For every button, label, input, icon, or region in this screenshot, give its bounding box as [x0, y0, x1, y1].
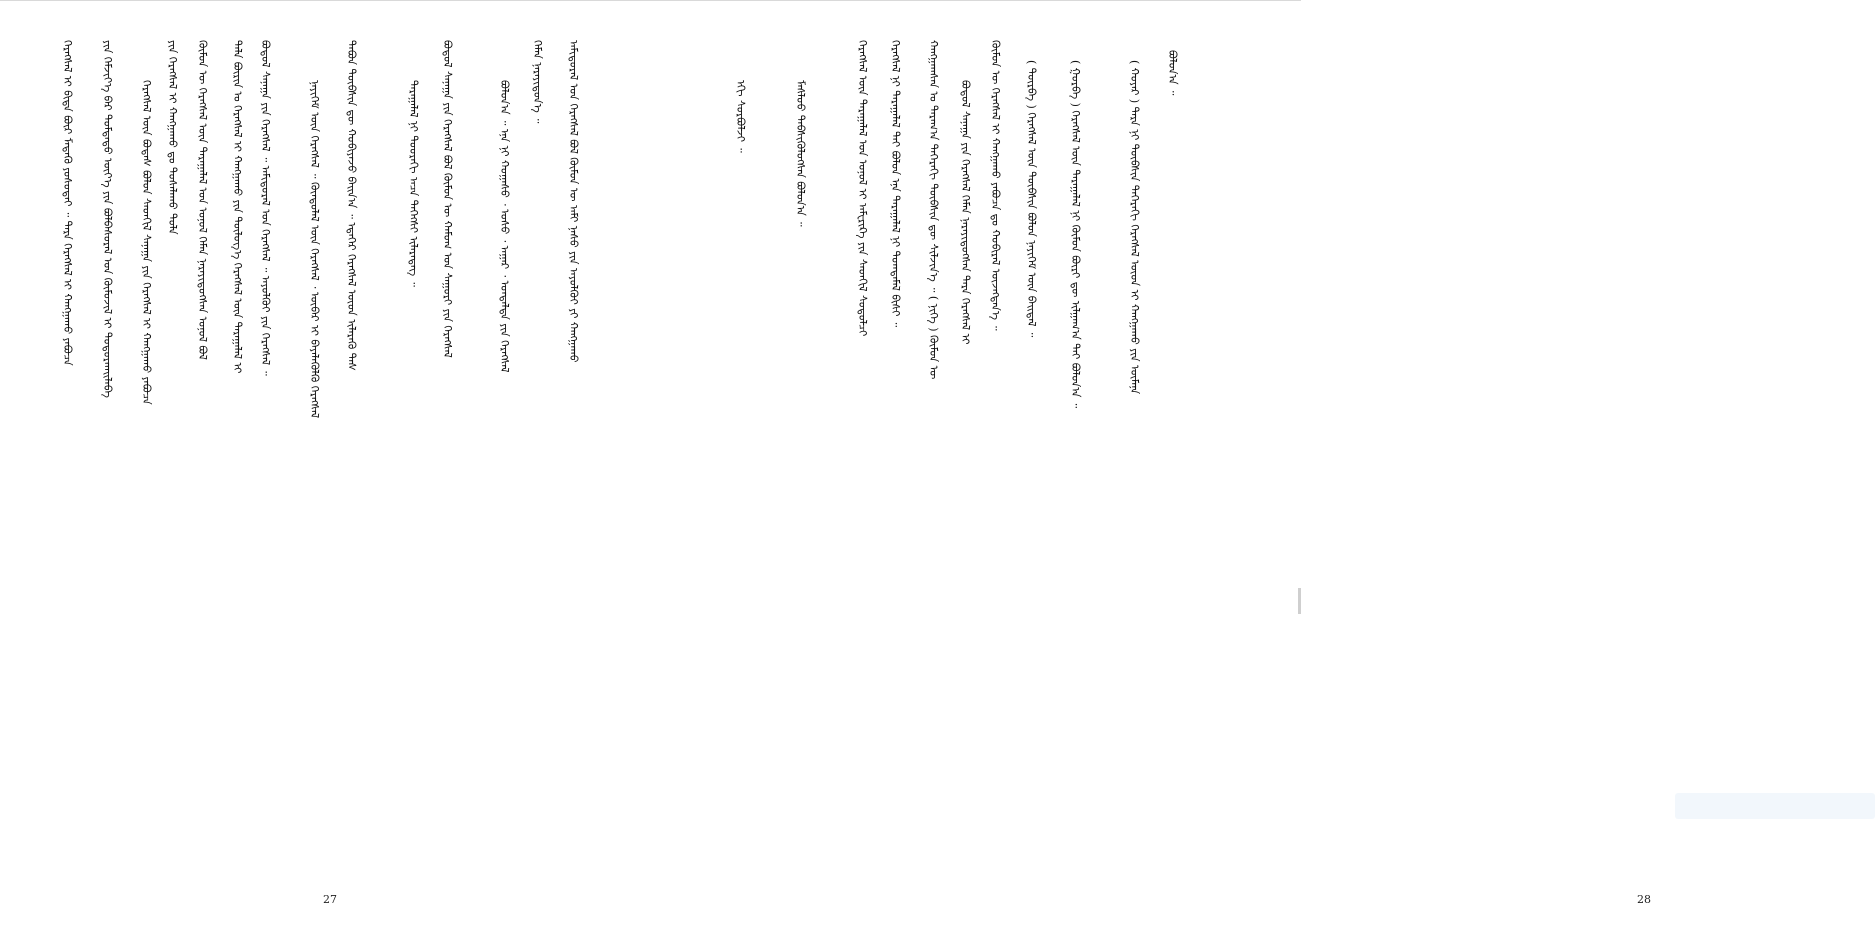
- text-column: ᠬᠠᠩᠭᠠᠭᠰᠠᠨ ᠤ ᠳᠠᠷᠠᠭ᠎ᠠ ᠳᠡᠭᠡᠷᠡᠬᠢ ᠲᠦᠪᠰᠢᠨ ᠳᠦ ᠰᠢᠯᠵᠢᠨ᠎ᠡ ᠃ ( ᠨᠢᠭᠡ ) ᠬᠦᠮᠦᠨ ᠦ: [927, 40, 940, 380]
- text-column: ᠮᠠᠰᠯᠣᠤ ᠳᠡᠪᠰᠢᠭᠦᠯᠦᠭᠰᠡᠨ ᠪᠣᠯᠤᠨ᠎ᠠ ᠃: [794, 80, 807, 227]
- text-column: ᠬᠦᠮᠦᠨ ᠦ ᠬᠡᠷᠡᠭᠰᠡᠯ ᠦᠨ ᠳᠠᠷᠠᠭᠠᠯᠠᠯ ᠤᠨ ᠣᠨᠣᠯ ᠬᠡᠮᠡᠨ ᠨᠡᠷᠡᠶᠢᠳᠦᠭᠰᠡᠨ ᠣᠨᠣᠯ ᠪᠣᠯ: [196, 40, 209, 360]
- text-column: ( ᠭᠤᠷᠪᠠ ) ᠬᠡᠷᠡᠭᠰᠡᠯ ᠦᠨ ᠳᠠᠷᠠᠭᠠᠯᠠᠯ ᠨᠢ ᠬᠦᠮᠦᠨ ᠪᠦᠷᠢ ᠳᠦ ᠢᠯᠭᠠᠭ᠎ᠠ ᠲᠠᠢ ᠪᠣᠯᠤᠨ᠎ᠠ ᠃: [1069, 60, 1082, 409]
- page-number: 28: [1637, 893, 1651, 906]
- text-column: ᠬᠡᠷᠡᠭᠰᠡᠯ ᠨᠢ ᠳᠠᠷᠠᠭᠠᠯᠠᠯ ᠲᠠᠢ ᠪᠣᠯᠤᠨ ᠡᠨᠡ ᠳᠠᠷᠠᠭᠠᠯᠠᠯ ᠨᠢ ᠲᠣᠭᠲᠠᠮᠠᠯ ᠪᠢᠰᠢ ᠃: [889, 40, 902, 328]
- text-column: ᠲᠠᠯᠠ ᠪᠦᠷᠢᠨ ᠤ ᠬᠡᠷᠡᠭᠰᠡᠯ ᠢ ᠬᠠᠩᠭᠠᠬᠤ ᠶᠢᠨ ᠲᠥᠯᠥᠭ᠎ᠡ ᠬᠡᠷᠡᠭᠰᠡᠯ ᠦᠨ ᠳᠠᠷᠠᠭᠠᠯᠠᠯ ᠢ: [231, 40, 244, 374]
- watermark: [1675, 793, 1875, 819]
- text-column: ( ᠬᠣᠶᠠᠷ ) ᠲᠡᠷᠡ ᠨᠢ ᠲᠦᠪᠰᠢᠨ ᠳᠡᠭᠡᠷᠡᠬᠢ ᠬᠡᠷᠡᠭᠰᠡᠯ ᠦᠳ ᠢ ᠬᠠᠩᠭᠠᠬᠤ ᠶᠢᠨ ᠥᠮᠡᠨᠡ: [1128, 60, 1141, 395]
- text-column: ᠶᠢᠨ ᠬᠡᠮᠵᠢᠶ᠎ᠡ ᠪᠡᠷ ᠳᠤᠮᠳᠠᠳᠤ ᠦᠶ᠎ᠡ ᠶᠢᠨ ᠪᠣᠯᠪᠠᠰᠤᠷᠠᠯ ᠤᠨ ᠬᠦᠮᠦᠵᠢᠯ ᠢ ᠲᠣᠳᠣᠷᠬᠠᠢᠯᠠᠪᠠ: [101, 40, 114, 398]
- right-page: [650, 0, 1651, 935]
- text-column: ᠬᠡᠷᠡᠭᠰᠡᠯ ᠢ ᠪᠢᠳᠡ ᠪᠦᠷ ᠮᠡᠳᠡᠬᠦ ᠶᠣᠰᠣᠳᠠᠢ ᠃ ᠲᠡᠷᠡ ᠬᠡᠷᠡᠭᠰᠡᠯ ᠢ ᠬᠠᠩᠭᠠᠬᠤ ᠶᠠᠪᠤᠴᠠ: [61, 40, 74, 366]
- text-column: ᠳᠠᠷᠠᠭᠠᠯᠠᠯ ᠨᠢ ᠳᠣᠣᠷᠠᠬᠢ ᠠᠴᠠ ᠳᠡᠭᠡᠭᠰᠢ ᠢᠯᠡᠷᠡᠳᠡᠭ ᠃: [407, 80, 420, 287]
- text-column: ᠬᠡᠷᠡᠭᠰᠡᠯ ᠦᠨ ᠳᠠᠷᠠᠭᠠᠯᠠᠯ ᠤᠨ ᠣᠨᠣᠯ ᠢ ᠠᠮᠧᠷᠢᠺᠠ ᠶᠢᠨ ᠰᠡᠳᠬᠢᠯ ᠰᠤᠳᠤᠯᠴᠢ: [856, 40, 869, 337]
- text-column: ᠶᠢᠨ ᠬᠡᠷᠡᠭᠰᠡᠯ ᠢ ᠬᠠᠩᠭᠠᠬᠤ ᠳᠤ ᠲᠤᠰᠠᠯᠠᠬᠤ ᠲᠤᠯᠠ: [166, 40, 179, 235]
- text-column: ᠬᠦᠮᠦᠨ ᠦ ᠬᠡᠷᠡᠭᠰᠡᠯ ᠢ ᠬᠠᠩᠭᠠᠬᠤ ᠶᠠᠪᠤᠴᠠ ᠳᠤ ᠬᠤᠪᠢᠷᠠᠯ ᠦᠵᠡᠭᠳᠡᠨ᠎ᠡ ᠃: [989, 40, 1002, 331]
- text-column: ( ᠳᠥᠷᠪᠡ ) ᠬᠡᠷᠡᠭᠰᠡᠯ ᠦᠨ ᠲᠦᠪᠰᠢᠨ ᠪᠣᠯᠤᠨ ᠨᠡᠶᠢᠭᠡᠮ ᠦᠨ ᠪᠠᠢᠳᠠᠯ ᠃: [1025, 60, 1038, 338]
- text-column: ᠪᠣᠳᠤᠯ ᠰᠠᠨᠠᠭᠠ ᠶᠢᠨ ᠬᠡᠷᠡᠭᠰᠡᠯ ᠬᠡᠮᠡᠨ ᠨᠡᠷᠡᠶᠢᠳᠦᠭᠰᠡᠨ ᠲᠡᠷᠡ ᠬᠡᠷᠡᠭᠰᠡᠯ ᠢ: [959, 80, 972, 345]
- page-number: 27: [323, 893, 337, 906]
- text-column: ᠠᠮᠢᠳᠤᠷᠠᠯ ᠤᠨ ᠬᠡᠷᠡᠭᠰᠡᠯ ᠪᠣᠯ ᠬᠦᠮᠦᠨ ᠦ ᠠᠮᠢ ᠨᠠᠰᠤ ᠶᠢᠨ ᠠᠶᠤᠯᠭᠦᠢ ᠶᠢ ᠬᠠᠩᠭᠠᠬᠤ: [567, 40, 580, 363]
- text-column: ᠬᠡᠮᠡᠨ ᠨᠡᠷᠡᠶᠢᠳᠦᠨ᠎ᠡ ᠃: [531, 40, 544, 124]
- text-column: ᠪᠣᠯᠤᠨ᠎ᠠ ᠃: [1166, 50, 1179, 96]
- text-column: ᠪᠣᠳᠤᠯ ᠰᠠᠨᠠᠭᠠ ᠶᠢᠨ ᠬᠡᠷᠡᠭᠰᠡᠯ ᠃ ᠠᠮᠢᠳᠤᠷᠠᠯ ᠤᠨ ᠬᠡᠷᠡᠭᠰᠡᠯ ᠃ ᠠᠶᠤᠯᠭᠦᠢ ᠶᠢᠨ ᠬᠡᠷᠡᠭᠰᠡᠯ ᠃: [259, 40, 272, 376]
- text-column: ᠬᠡᠷᠡᠭᠰᠡᠯ ᠦᠨ ᠪᠣᠳᠠᠰ ᠪᠣᠯᠤᠨ ᠰᠡᠳᠬᠢᠯ ᠰᠠᠨᠠᠭᠠ ᠶᠢᠨ ᠬᠡᠷᠡᠭᠰᠡᠯ ᠢ ᠬᠠᠩᠭᠠᠬᠤ ᠶᠠᠪᠤᠴᠠ: [140, 80, 153, 405]
- text-column: ᠪᠣᠳᠤᠯ ᠰᠠᠨᠠᠭᠠ ᠶᠢᠨ ᠬᠡᠷᠡᠭᠰᠡᠯ ᠪᠣᠯ ᠬᠦᠮᠦᠨ ᠦ ᠬᠠᠮᠤᠭ ᠤᠨ ᠰᠠᠭᠤᠷᠢ ᠶᠢᠨ ᠬᠡᠷᠡᠭᠰᠡᠯ: [441, 40, 454, 358]
- text-column: ᠪᠣᠯᠤᠨ᠎ᠠ ᠃ ᠡᠨᠡ ᠨᠢ ᠬᠤᠭᠠᠰᠤ ᠂ ᠤᠰᠤ ᠂ ᠠᠭᠠᠷ ᠂ ᠤᠨᠳᠠᠯᠲᠠ ᠶᠢᠨ ᠬᠡᠷᠡᠭᠰᠡᠯ: [498, 80, 511, 373]
- text-column: ᠨᠡᠶᠢᠭᠡᠮ ᠦᠨ ᠬᠡᠷᠡᠭᠰᠡᠯ ᠃ ᠬᠦᠨᠳᠦᠯᠡᠯ ᠦᠨ ᠬᠡᠷᠡᠭᠰᠡᠯ ᠂ ᠥᠪᠡᠷ ᠢ ᠪᠡᠶᠡᠯᠡᠭᠦᠯᠬᠦ ᠬᠡᠷᠡᠭᠰᠡᠯ: [308, 80, 321, 419]
- left-page: [0, 0, 650, 935]
- text-column: ᠲᠠᠪᠤᠨ ᠲᠦᠪᠰᠢᠨ ᠳᠦ ᠬᠤᠪᠢᠶᠠᠵᠤ ᠪᠠᠢᠨ᠎ᠠ ᠃ ᠡᠳᠡᠭᠡᠷ ᠬᠡᠷᠡᠭᠰᠡᠯ ᠦᠳ ᠢᠯᠡᠷᠡᠬᠦ ᠳᠡᠰ: [345, 40, 358, 371]
- text-column: ᠡᠬᠢ ᠰᠤᠷᠪᠤᠯᠵᠢ ᠃: [734, 80, 747, 153]
